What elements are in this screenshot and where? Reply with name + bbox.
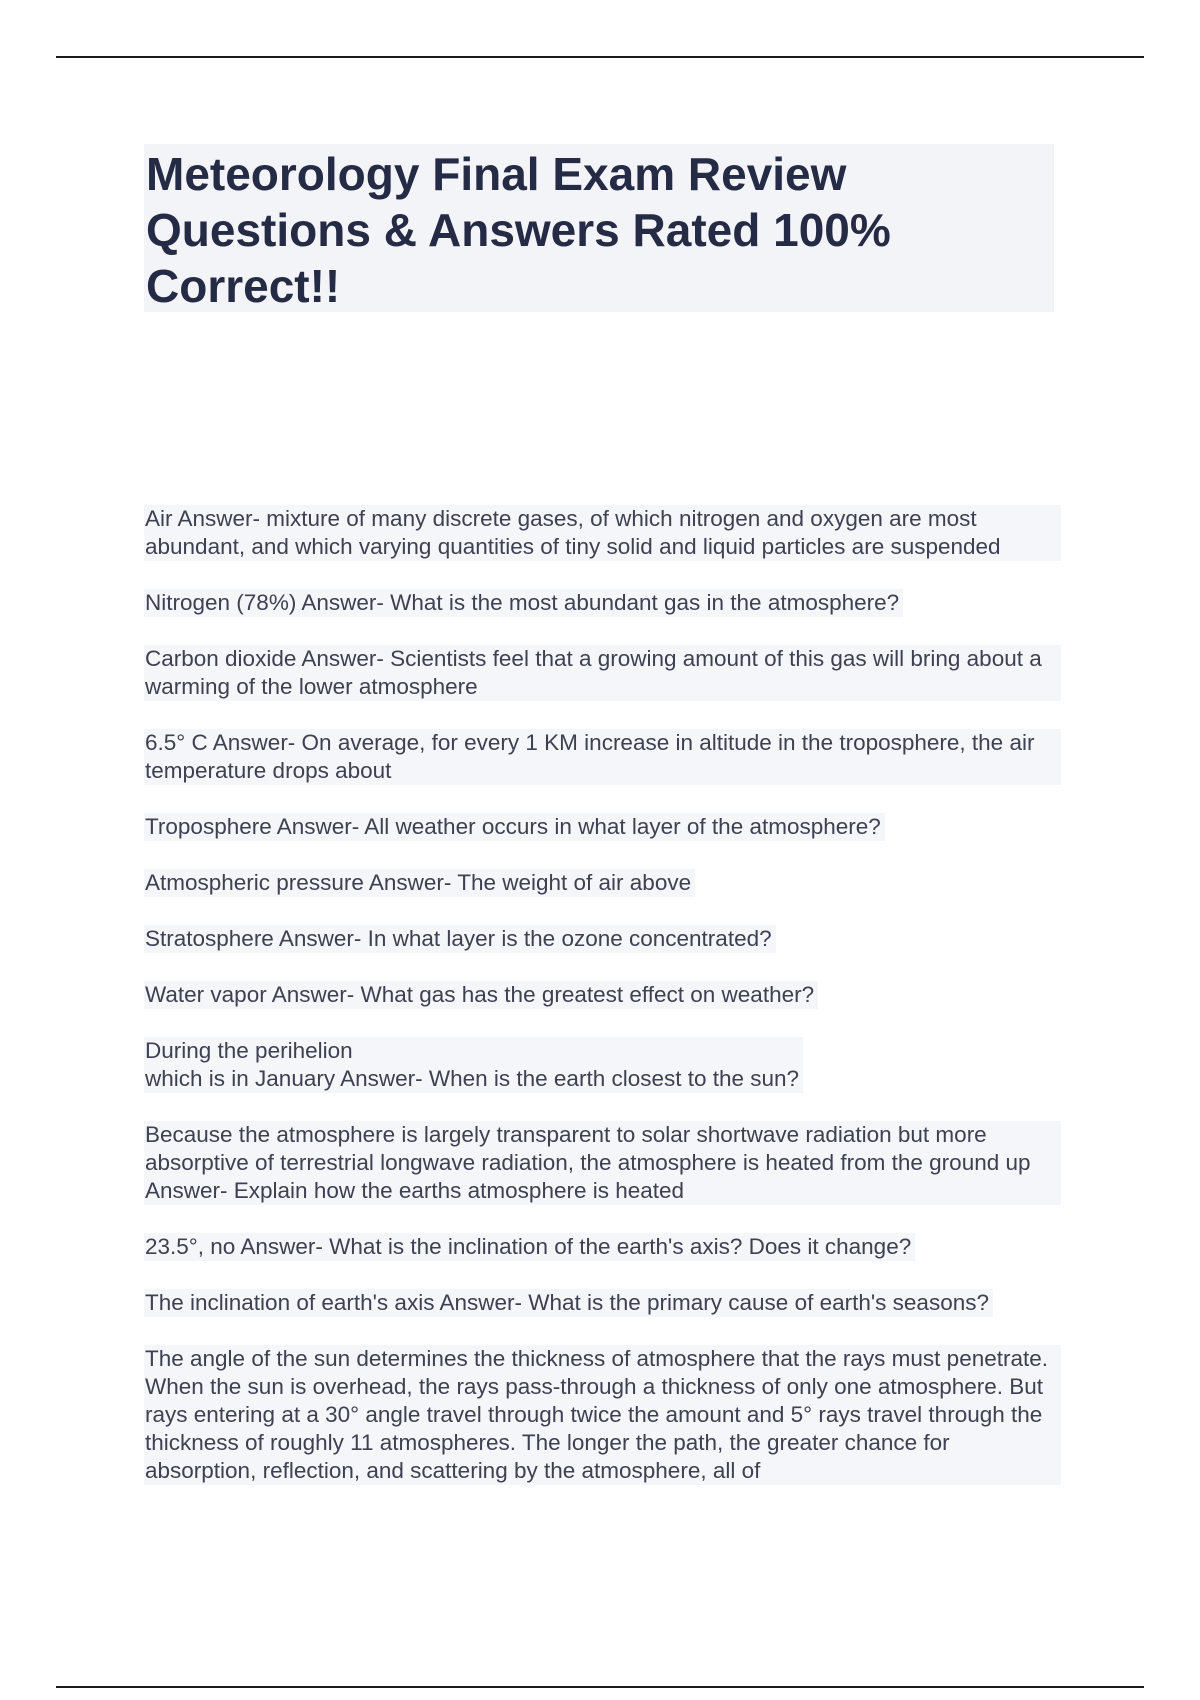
qa-item-perihelion: During the perihelion which is in January Answer- When is the earth closest to the sun?: [144, 1037, 803, 1093]
bottom-rule: [56, 1686, 1144, 1688]
qa-item-troposphere: Troposphere Answer- All weather occurs in what layer of the atmosphere?: [144, 813, 885, 841]
qa-item-water-vapor: Water vapor Answer- What gas has the greatest effect on weather?: [144, 981, 818, 1009]
qa-item-atmospheric-pressure: Atmospheric pressure Answer- The weight of air above: [144, 869, 695, 897]
top-rule: [56, 56, 1144, 58]
qa-item-seasons-cause: The inclination of earth's axis Answer- What is the primary cause of earth's seasons?: [144, 1289, 993, 1317]
qa-item-lapse-rate: 6.5° C Answer- On average, for every 1 KM increase in altitude in the troposphere, the air temperature drops about: [144, 729, 1061, 785]
qa-item-sun-angle: The angle of the sun determines the thickness of atmosphere that the rays must penetrate. When the sun is overhead, the rays pass-through a thickness of only one atmosphere. But rays entering at a 30° angle travel through twice the amount and 5° rays travel through the thickness of roughly 11 atmospheres. The longer the path, the greater chance for absorption, reflection, and scattering by the atmosphere, all of: [144, 1345, 1061, 1485]
qa-item-air: Air Answer- mixture of many discrete gases, of which nitrogen and oxygen are most abundant, and which varying quantities of tiny solid and liquid particles are suspended: [144, 505, 1061, 561]
qa-item-axis-inclination: 23.5°, no Answer- What is the inclination of the earth's axis? Does it change?: [144, 1233, 915, 1261]
document-title: Meteorology Final Exam Review Questions & Answers Rated 100% Correct!!: [146, 148, 891, 312]
qa-item-atmosphere-heating: Because the atmosphere is largely transparent to solar shortwave radiation but more absorptive of terrestrial longwave radiation, the atmosphere is heated from the ground up Answer- Explain how the earths atmosphere is heated: [144, 1121, 1061, 1205]
qa-item-carbon-dioxide: Carbon dioxide Answer- Scientists feel that a growing amount of this gas will bring about a warming of the lower atmosphere: [144, 645, 1061, 701]
qa-list: [144, 505, 1064, 1485]
qa-item-stratosphere: Stratosphere Answer- In what layer is the ozone concentrated?: [144, 925, 776, 953]
qa-item-nitrogen: Nitrogen (78%) Answer- What is the most abundant gas in the atmosphere?: [144, 589, 903, 617]
title-block: [144, 144, 1054, 312]
